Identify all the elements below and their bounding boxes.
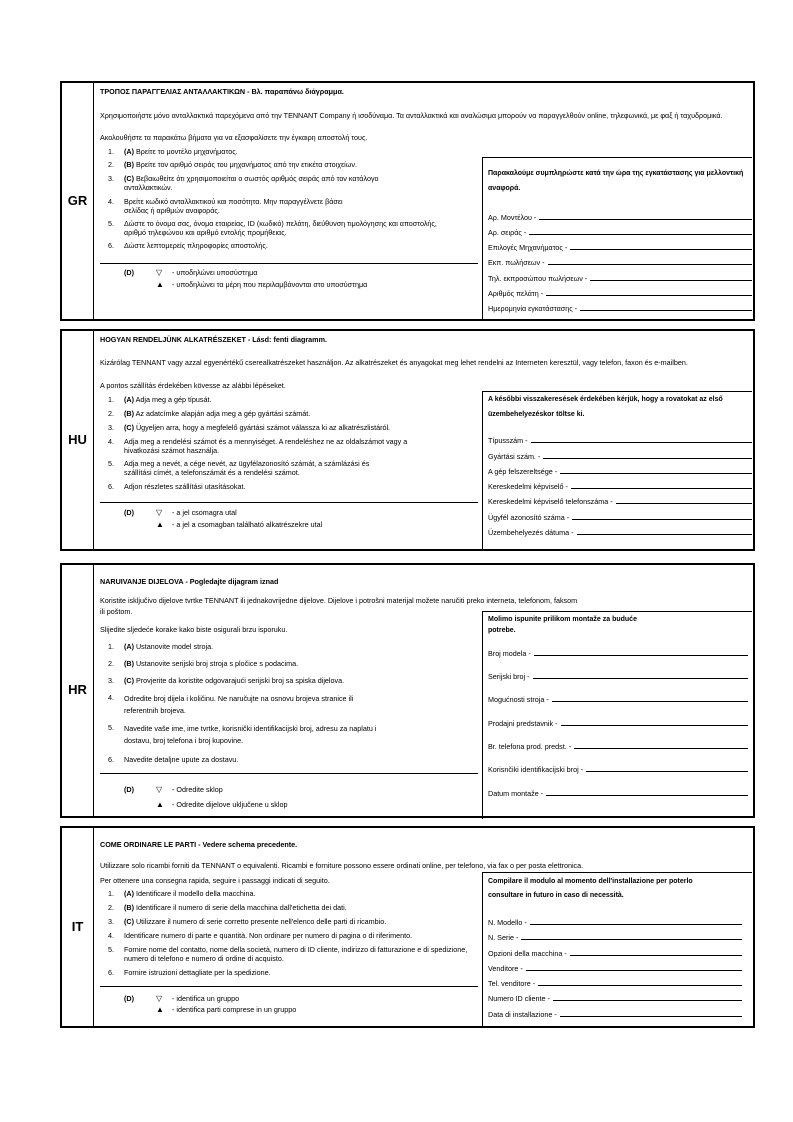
field-install-date[interactable]: Data di installazione - <box>488 1010 742 1019</box>
field-customer-number[interactable]: Korisnčiki identifikacijski broj - <box>488 765 748 774</box>
field-options[interactable]: Opzioni della macchina - <box>488 949 742 958</box>
field-model[interactable]: Típusszám - <box>488 436 752 445</box>
intro-text: Kizárólag TENNANT vagy azzal egyenértékű cserealkatrészeket használjon. Az alkatrészeket és anyagokat meg lehet rendelni az Interneten keresztül, vagy telefon, faxon és e-mailben. <box>100 358 688 367</box>
section-title: NARUIVANJE DIJELOVA - Pogledajte dijagram iznad <box>100 577 279 586</box>
divider <box>100 986 478 987</box>
box-top <box>482 391 752 392</box>
language-code: GR <box>62 83 94 319</box>
lead-text: Per ottenere una consegna rapida, seguire i passaggi indicati di seguito. <box>100 876 330 885</box>
panel-gr: GR ΤΡΟΠΟΣ ΠΑΡΑΓΓΕΛΙΑΣ ΑΝΤΑΛΛΑΚΤΙΚΩΝ - Βλ. παραπάνω διάγραμμα. Χρησιμοποιήστε μόνο ανταλλακτικά παρεχόμενα από την TENNANT Company ή ισοδύναμα. Τα ανταλλακτικά και αναλώσιμα μπορούν να παραγγελθούν online, τηλεφωνικά, με φαξ ή ταχυδρομικά. Ακολουθήστε τα παρακάτω βήματα για να εξασφαλίσετε την έγκαιρη αποστολή τους. 1. (A) Βρείτε το μοντέλο μηχανήματος. 2. (B) Βρείτε τον αριθμό σειράς του μηχανήματος από την ετικέτα στοιχείων. 3. (C) Βεβαιωθείτε ότι χρησιμοποιείται ο σωστός αριθμός σειράς από τον κατάλογο ανταλλακτικών. 4. Βρείτε κωδικό ανταλλακτικού και ποσότητα. Μην παραγγέλνετε βάσει σελίδας ή αριθμών αναφοράς. 5. Δώστε το όνομα σας, όνομα εταιρείας, ID (κωδικό) πελάτη, διεύθυνση τιμολόγησης και αποστολής, αριθμό τηλεφώνου και αριθμό εντολής προμήθειας. 6. Δώστε λεπτομερείς πληροφορίες αποστολής. (D) ▽ - υποδηλώνει υποσύστημα ▲ - υποδηλώνει τα μέρη που περιλαμβάνονται στο υποσύστημα Παρακαλούμε συμπληρώστε κατά την ώρα της εγκατάστασης για μελλοντική αναφορά. Αρ. Μοντέλου - Αρ. σειράς - Επιλογές Μηχανήματος - Εκπ. πωλήσεων - Τηλ. εκπροσώπου πωλήσεων - Αριθμός πελάτη - Ημερομηνία εγκατάστασης - <box>60 81 755 321</box>
field-model[interactable]: N. Modello - <box>488 918 742 927</box>
field-rep-phone[interactable]: Kereskedelmi képviselő telefonszáma - <box>488 497 752 506</box>
field-options[interactable]: A gép felszereltsége - <box>488 467 752 476</box>
installation-note: Παρακαλούμε συμπληρώστε κατά την ώρα της εγκατάστασης για μελλοντική αναφορά. <box>488 170 744 192</box>
box-top <box>482 611 752 612</box>
panel-hu: HU HOGYAN RENDELJÜNK ALKATRÉSZEKET - Lásd: fenti diagramm. Kizárólag TENNANT vagy azzal egyenértékű cserealkatrészeket használjon. Az alkatrészeket és anyagokat meg lehet rendelni az Interneten keresztül, vagy telefon, faxon és e-mailben. A pontos szállítás érdekében kövesse az alábbi lépéseket. 1. (A) Adja meg a gép típusát. 2. (B) Az adatcímke alapján adja meg a gép gyártási számát. 3. (C) Ügyeljen arra, hogy a megfelelő gyártási számot válassza ki az alkatrészlistáról. 4. Adja meg a rendelési számot és a mennyiséget. A rendeléshez ne az oldalszámot vagy a hivatkozási számot használja. 5. Adja meg a nevét, a cége nevét, az ügyfélazonosító számát, a számlázási és szállítási címét, a telefonszámát és a rendelési számot. 6. Adjon részletes szállítási utasításokat. (D) ▽ - a jel csomagra utal ▲ - a jel a csomagban található alkatrészekre utal A későbbi visszakeresések érdekében kérjük, hogy a rovatokat az első üzembehelyezéskor töltse ki. Típusszám - Gyártási szám. - A gép felszereltsége - Kereskedelmi képviselő - Kereskedelmi képviselő telefonszáma - Ügyfél azonosító száma - Üzembehelyezés dátuma - <box>60 329 755 551</box>
open-triangle-icon: ▽ <box>156 994 163 1003</box>
panel-hr: HR NARUIVANJE DIJELOVA - Pogledajte dijagram iznad Koristite isključivo dijelove tvrtke TENNANT ili jednakovrijedne dijelove. Dijelove i potrošni materijal možete naručiti preko interneta, telefonom, faksom ili poštom. Slijedite sljedeće korake kako biste osigurali brzu isporuku. 1. (A) Ustanovite model stroja. 2. (B) Ustanovite serijski broj stroja s pločice s podacima. 3. (C) Provjerite da koristite odgovarajući serijski broj sa spiska dijelova. 4. Odredite broj dijela i količinu. Ne naručujte na osnovu brojeva stranice ili referentnih brojeva. 5. Navedite vaše ime, ime tvrtke, korisnički identifikacijski broj, adresu za naplatu i dostavu, broj telefona i broj kupovine. 6. Navedite detaljne upute za dostavu. (D) ▽ - Odredite sklop ▲ - Odredite dijelove uključene u sklop Molimo ispunite prilikom montaže za buduće potrebe. Broj modela - Serijski broj - Mogućnosti stroja - Prodajni predstavnik - Br. telefona prod. predst. - Korisnčiki identifikacijski broj - Datum montaže - <box>60 563 755 818</box>
field-install-date[interactable]: Datum montaže - <box>488 789 748 798</box>
field-rep-phone[interactable]: Τηλ. εκπροσώπου πωλήσεων - <box>488 274 752 283</box>
field-install-date[interactable]: Üzembehelyezés dátuma - <box>488 528 752 537</box>
field-rep-phone[interactable]: Br. telefona prod. predst. - <box>488 742 748 751</box>
filled-triangle-icon: ▲ <box>156 1005 164 1014</box>
open-triangle-icon: ▽ <box>156 268 163 277</box>
field-customer-number[interactable]: Ügyfél azonosító száma - <box>488 513 752 522</box>
intro-text: Koristite isključivo dijelove tvrtke TENNANT ili jednakovrijedne dijelove. Dijelove i potrošni materijal možete naručiti preko interneta, telefonom, faksom ili poštom. <box>100 596 578 617</box>
divider <box>100 773 478 774</box>
field-customer-number[interactable]: Numero ID cliente - <box>488 994 742 1003</box>
box-top <box>482 872 752 873</box>
section-title: HOGYAN RENDELJÜNK ALKATRÉSZEKET - Lásd: fenti diagramm. <box>100 335 327 344</box>
field-rep-phone[interactable]: Tel. venditore - <box>488 979 742 988</box>
open-triangle-icon: ▽ <box>156 508 163 517</box>
filled-triangle-icon: ▲ <box>156 280 164 289</box>
field-sales-rep[interactable]: Kereskedelmi képviselő - <box>488 482 752 491</box>
field-serial[interactable]: Αρ. σειράς - <box>488 228 752 237</box>
language-code: HU <box>62 331 94 549</box>
field-serial[interactable]: Gyártási szám. - <box>488 452 752 461</box>
field-options[interactable]: Mogućnosti stroja - <box>488 695 748 704</box>
filled-triangle-icon: ▲ <box>156 520 164 529</box>
section-title: ΤΡΟΠΟΣ ΠΑΡΑΓΓΕΛΙΑΣ ΑΝΤΑΛΛΑΚΤΙΚΩΝ - Βλ. παραπάνω διάγραμμα. <box>100 87 344 96</box>
installation-note: Molimo ispunite prilikom montaže za buduće potrebe. <box>488 616 637 634</box>
box-top <box>482 157 752 158</box>
installation-note: Compilare il modulo al momento dell'installazione per poterlo consultare in futuro in caso di necessità. <box>488 878 693 899</box>
field-serial[interactable]: N. Serie - <box>488 933 742 942</box>
lead-text: A pontos szállítás érdekében kövesse az alábbi lépéseket. <box>100 381 286 390</box>
field-sales-rep[interactable]: Εκπ. πωλήσεων - <box>488 258 752 267</box>
filled-triangle-icon: ▲ <box>156 800 164 809</box>
box-border <box>482 391 483 551</box>
language-code: HR <box>62 565 94 816</box>
panel-it: IT COME ORDINARE LE PARTI - Vedere schema precedente. Utilizzare solo ricambi forniti da TENNANT o equivalenti. Ricambi e forniture possono essere ordinati online, per telefono, via fax o per posta elettronica. Per ottenere una consegna rapida, seguire i passaggi indicati di seguito. 1. (A) Identificare il modello della macchina. 2. (B) Identificare il numero di serie della macchina dall'etichetta dei dati. 3. (C) Utilizzare il numero di serie corretto presente nell'elenco delle parti di ricambio. 4. Identificare numero di parte e quantità. Non ordinare per numero di pagina o di riferimento. 5. Fornire nome del contatto, nome della società, numero di ID cliente, indirizzo di fatturazione e di spedizione, numero di telefono e numero di ordine di acquisto. 6. Fornire istruzioni dettagliate per la spedizione. (D) ▽ - identifica un gruppo ▲ - identifica parti comprese in un gruppo Compilare il modulo al momento dell'installazione per poterlo consultare in futuro in caso di necessità. N. Modello - N. Serie - Opzioni della macchina - Venditore - Tel. venditore - Numero ID cliente - Data di installazione - <box>60 826 755 1028</box>
divider <box>100 502 478 503</box>
field-options[interactable]: Επιλογές Μηχανήματος - <box>488 243 752 252</box>
field-model[interactable]: Broj modela - <box>488 649 748 658</box>
field-serial[interactable]: Serijski broj - <box>488 672 748 681</box>
intro-text: Utilizzare solo ricambi forniti da TENNANT o equivalenti. Ricambi e forniture possono essere ordinati online, per telefono, via fax o per posta elettronica. <box>100 861 584 870</box>
field-model[interactable]: Αρ. Μοντέλου - <box>488 213 752 222</box>
box-border <box>482 157 483 321</box>
intro-text: Χρησιμοποιήστε μόνο ανταλλακτικά παρεχόμενα από την TENNANT Company ή ισοδύναμα. Τα ανταλλακτικά και αναλώσιμα μπορούν να παραγγελθούν online, τηλεφωνικά, με φαξ ή ταχυδρομικά. <box>100 111 723 120</box>
lead-text: Ακολουθήστε τα παρακάτω βήματα για να εξασφαλίσετε την έγκαιρη αποστολή τους. <box>100 133 368 142</box>
installation-note: A későbbi visszakeresések érdekében kérjük, hogy a rovatokat az első üzembehelyezéskor töltse ki. <box>488 396 723 418</box>
language-code: IT <box>62 828 94 1026</box>
field-sales-rep[interactable]: Venditore - <box>488 964 742 973</box>
divider <box>100 263 478 264</box>
box-border <box>482 872 483 1028</box>
section-title: COME ORDINARE LE PARTI - Vedere schema precedente. <box>100 840 298 849</box>
field-sales-rep[interactable]: Prodajni predstavnik - <box>488 719 748 728</box>
box-border <box>482 611 483 819</box>
open-triangle-icon: ▽ <box>156 785 163 794</box>
field-install-date[interactable]: Ημερομηνία εγκατάστασης - <box>488 304 752 313</box>
field-customer-number[interactable]: Αριθμός πελάτη - <box>488 289 752 298</box>
lead-text: Slijedite sljedeće korake kako biste osigurali brzu isporuku. <box>100 625 288 634</box>
